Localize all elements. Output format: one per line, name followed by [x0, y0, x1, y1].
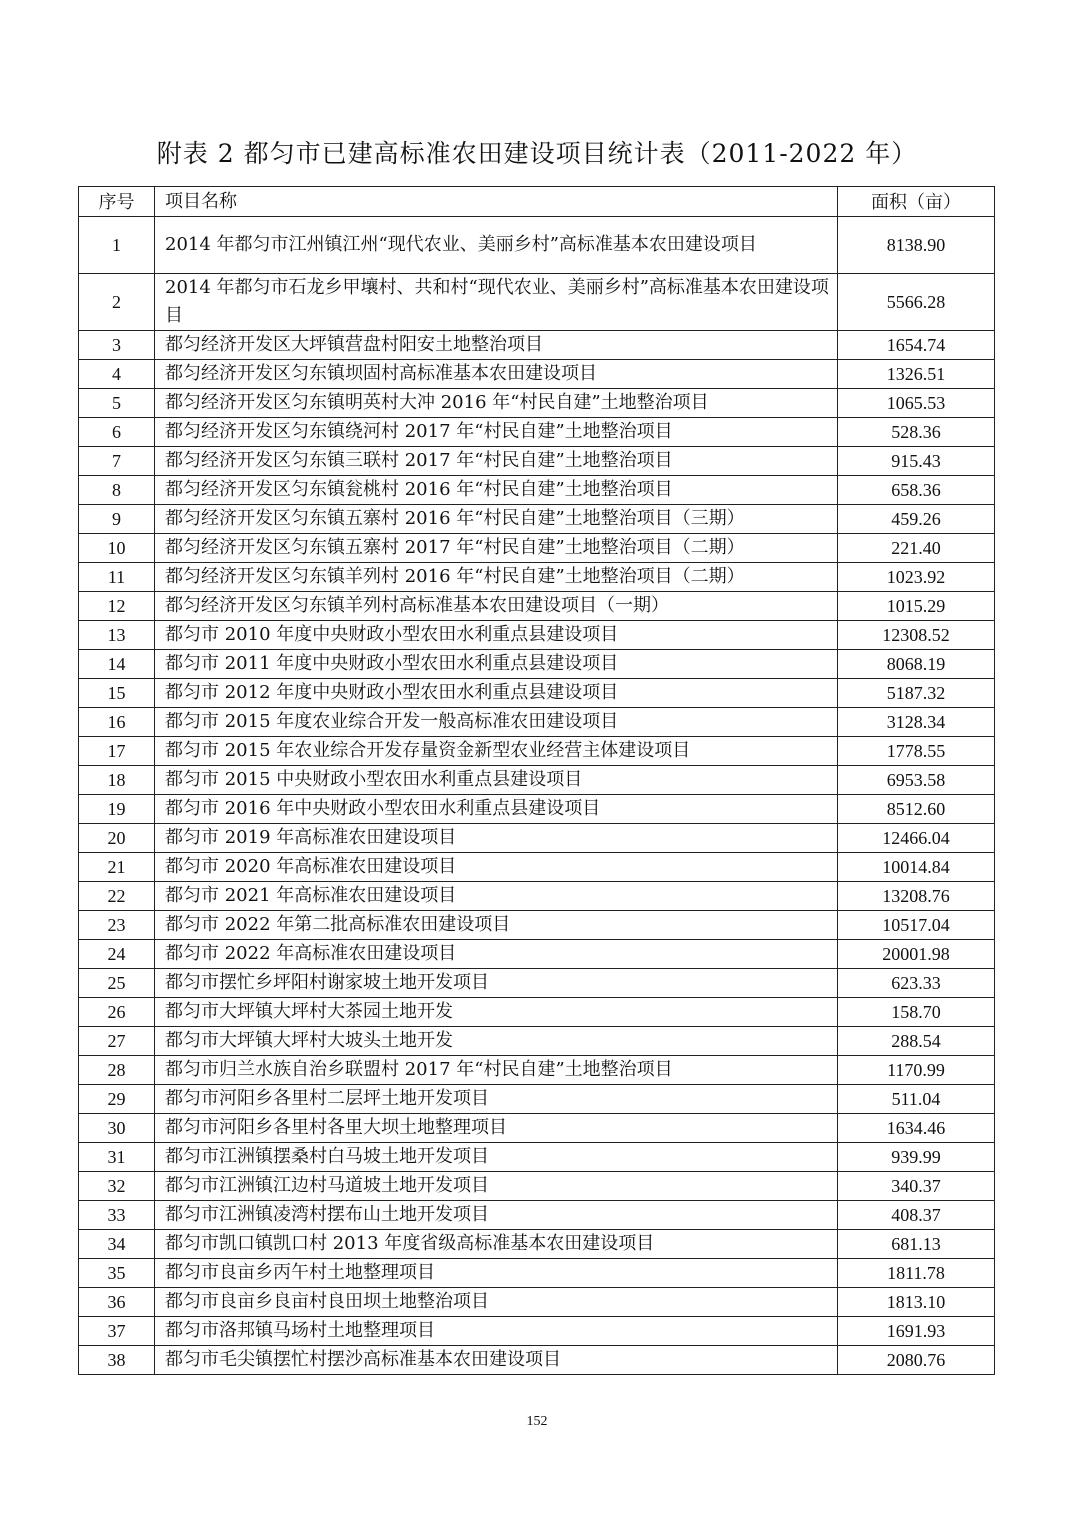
table-row [79, 1172, 995, 1201]
row-project-name: 都匀市 2021 年高标准农田建设项目 [155, 882, 838, 911]
table-row [79, 476, 995, 505]
row-area: 158.70 [838, 998, 995, 1027]
row-index: 27 [79, 1027, 155, 1056]
row-index: 16 [79, 708, 155, 737]
row-area: 1691.93 [838, 1317, 995, 1346]
row-project-name: 都匀市江洲镇凌湾村摆布山土地开发项目 [155, 1201, 838, 1230]
row-project-name: 2014 年都匀市江州镇江州“现代农业、美丽乡村”高标准基本农田建设项目 [155, 217, 838, 274]
row-project-name: 都匀市良亩乡良亩村良田坝土地整治项目 [155, 1288, 838, 1317]
table-row [79, 331, 995, 360]
table-row [79, 505, 995, 534]
table-row [79, 563, 995, 592]
row-project-name: 都匀市 2022 年高标准农田建设项目 [155, 940, 838, 969]
row-index: 22 [79, 882, 155, 911]
row-index: 2 [79, 274, 155, 331]
table-row [79, 650, 995, 679]
row-area: 3128.34 [838, 708, 995, 737]
row-project-name: 都匀市 2015 中央财政小型农田水利重点县建设项目 [155, 766, 838, 795]
row-project-name: 都匀市 2016 年中央财政小型农田水利重点县建设项目 [155, 795, 838, 824]
row-index: 4 [79, 360, 155, 389]
row-index: 5 [79, 389, 155, 418]
row-area: 340.37 [838, 1172, 995, 1201]
table-row [79, 1085, 995, 1114]
table-row [79, 737, 995, 766]
row-project-name: 都匀市摆忙乡坪阳村谢家坡土地开发项目 [155, 969, 838, 998]
row-area: 1023.92 [838, 563, 995, 592]
row-project-name: 都匀经济开发区匀东镇羊列村高标准基本农田建设项目（一期） [155, 592, 838, 621]
row-area: 288.54 [838, 1027, 995, 1056]
row-area: 8138.90 [838, 217, 995, 274]
row-index: 31 [79, 1143, 155, 1172]
table-row [79, 940, 995, 969]
row-index: 20 [79, 824, 155, 853]
row-area: 1065.53 [838, 389, 995, 418]
row-area: 408.37 [838, 1201, 995, 1230]
row-index: 7 [79, 447, 155, 476]
row-index: 13 [79, 621, 155, 650]
header-index: 序号 [79, 187, 155, 217]
row-area: 13208.76 [838, 882, 995, 911]
row-index: 37 [79, 1317, 155, 1346]
row-area: 459.26 [838, 505, 995, 534]
row-index: 30 [79, 1114, 155, 1143]
row-area: 939.99 [838, 1143, 995, 1172]
table-row [79, 534, 995, 563]
row-index: 3 [79, 331, 155, 360]
row-area: 1811.78 [838, 1259, 995, 1288]
row-index: 38 [79, 1346, 155, 1375]
row-area: 1654.74 [838, 331, 995, 360]
row-area: 10517.04 [838, 911, 995, 940]
row-project-name: 都匀市凯口镇凯口村 2013 年度省级高标准基本农田建设项目 [155, 1230, 838, 1259]
page-number: 152 [526, 1414, 548, 1429]
row-area: 221.40 [838, 534, 995, 563]
table-row [79, 911, 995, 940]
row-area: 1778.55 [838, 737, 995, 766]
row-area: 915.43 [838, 447, 995, 476]
row-area: 8068.19 [838, 650, 995, 679]
row-project-name: 都匀经济开发区匀东镇五寨村 2017 年“村民自建”土地整治项目（二期） [155, 534, 838, 563]
row-project-name: 都匀市 2015 年度农业综合开发一般高标准农田建设项目 [155, 708, 838, 737]
row-index: 21 [79, 853, 155, 882]
row-project-name: 都匀市 2019 年高标准农田建设项目 [155, 824, 838, 853]
row-index: 1 [79, 217, 155, 274]
row-index: 18 [79, 766, 155, 795]
row-area: 1634.46 [838, 1114, 995, 1143]
row-project-name: 都匀市 2011 年度中央财政小型农田水利重点县建设项目 [155, 650, 838, 679]
table-row [79, 418, 995, 447]
row-area: 2080.76 [838, 1346, 995, 1375]
row-project-name: 都匀市毛尖镇摆忙村摆沙高标准基本农田建设项目 [155, 1346, 838, 1375]
row-index: 23 [79, 911, 155, 940]
row-project-name: 都匀市大坪镇大坪村大坡头土地开发 [155, 1027, 838, 1056]
header-name: 项目名称 [155, 187, 838, 217]
row-project-name: 都匀经济开发区匀东镇羊列村 2016 年“村民自建”土地整治项目（二期） [155, 563, 838, 592]
project-table [78, 186, 995, 1375]
row-project-name: 都匀市 2020 年高标准农田建设项目 [155, 853, 838, 882]
row-index: 35 [79, 1259, 155, 1288]
row-index: 14 [79, 650, 155, 679]
row-index: 19 [79, 795, 155, 824]
row-project-name: 都匀市归兰水族自治乡联盟村 2017 年“村民自建”土地整治项目 [155, 1056, 838, 1085]
row-project-name: 都匀市大坪镇大坪村大茶园土地开发 [155, 998, 838, 1027]
row-project-name: 都匀经济开发区匀东镇坝固村高标准基本农田建设项目 [155, 360, 838, 389]
row-index: 6 [79, 418, 155, 447]
table-row [79, 998, 995, 1027]
row-project-name: 都匀市江洲镇摆桑村白马坡土地开发项目 [155, 1143, 838, 1172]
table-row [79, 882, 995, 911]
row-index: 29 [79, 1085, 155, 1114]
row-project-name: 都匀市良亩乡丙午村土地整理项目 [155, 1259, 838, 1288]
row-project-name: 都匀市洛邦镇马场村土地整理项目 [155, 1317, 838, 1346]
row-index: 12 [79, 592, 155, 621]
table-row [79, 1143, 995, 1172]
table-row [79, 217, 995, 274]
table-row [79, 795, 995, 824]
row-project-name: 都匀市 2012 年度中央财政小型农田水利重点县建设项目 [155, 679, 838, 708]
table-row [79, 621, 995, 650]
row-project-name: 都匀经济开发区匀东镇瓮桃村 2016 年“村民自建”土地整治项目 [155, 476, 838, 505]
row-index: 17 [79, 737, 155, 766]
row-area: 1326.51 [838, 360, 995, 389]
row-index: 8 [79, 476, 155, 505]
page-title: 附表 2 都匀市已建高标准农田建设项目统计表（2011-2022 年） [156, 139, 918, 168]
table-row [79, 679, 995, 708]
row-area: 528.36 [838, 418, 995, 447]
row-area: 5187.32 [838, 679, 995, 708]
table-row [79, 1201, 995, 1230]
row-area: 623.33 [838, 969, 995, 998]
row-area: 20001.98 [838, 940, 995, 969]
row-index: 10 [79, 534, 155, 563]
row-area: 1170.99 [838, 1056, 995, 1085]
row-project-name: 都匀经济开发区匀东镇五寨村 2016 年“村民自建”土地整治项目（三期） [155, 505, 838, 534]
row-area: 5566.28 [838, 274, 995, 331]
header-area: 面积（亩） [838, 187, 995, 217]
table-row [79, 1230, 995, 1259]
row-index: 34 [79, 1230, 155, 1259]
table-row [79, 824, 995, 853]
row-area: 658.36 [838, 476, 995, 505]
row-project-name: 都匀经济开发区大坪镇营盘村阳安土地整治项目 [155, 331, 838, 360]
row-area: 1015.29 [838, 592, 995, 621]
row-index: 15 [79, 679, 155, 708]
row-project-name: 都匀市江洲镇江边村马道坡土地开发项目 [155, 1172, 838, 1201]
row-project-name: 都匀经济开发区匀东镇三联村 2017 年“村民自建”土地整治项目 [155, 447, 838, 476]
row-project-name: 都匀市河阳乡各里村二层坪土地开发项目 [155, 1085, 838, 1114]
table-row [79, 1027, 995, 1056]
row-project-name: 都匀经济开发区匀东镇绕河村 2017 年“村民自建”土地整治项目 [155, 418, 838, 447]
row-index: 36 [79, 1288, 155, 1317]
table-header-row [79, 187, 995, 217]
row-area: 10014.84 [838, 853, 995, 882]
row-index: 11 [79, 563, 155, 592]
table-row [79, 1259, 995, 1288]
row-index: 32 [79, 1172, 155, 1201]
row-index: 25 [79, 969, 155, 998]
row-area: 511.04 [838, 1085, 995, 1114]
row-project-name: 都匀市 2015 年农业综合开发存量资金新型农业经营主体建设项目 [155, 737, 838, 766]
table-row [79, 360, 995, 389]
row-project-name: 都匀市 2022 年第二批高标准农田建设项目 [155, 911, 838, 940]
table-row [79, 592, 995, 621]
row-area: 12466.04 [838, 824, 995, 853]
row-area: 12308.52 [838, 621, 995, 650]
row-index: 26 [79, 998, 155, 1027]
row-project-name: 都匀市 2010 年度中央财政小型农田水利重点县建设项目 [155, 621, 838, 650]
row-index: 9 [79, 505, 155, 534]
row-index: 28 [79, 1056, 155, 1085]
table-row [79, 1288, 995, 1317]
table-row [79, 1317, 995, 1346]
table-row [79, 274, 995, 331]
table-row [79, 969, 995, 998]
row-area: 681.13 [838, 1230, 995, 1259]
row-project-name: 2014 年都匀市石龙乡甲壤村、共和村“现代农业、美丽乡村”高标准基本农田建设项目 [155, 274, 838, 331]
table-row [79, 708, 995, 737]
row-index: 33 [79, 1201, 155, 1230]
row-project-name: 都匀市河阳乡各里村各里大坝土地整理项目 [155, 1114, 838, 1143]
table-row [79, 447, 995, 476]
table-row [79, 389, 995, 418]
row-project-name: 都匀经济开发区匀东镇明英村大冲 2016 年“村民自建”土地整治项目 [155, 389, 838, 418]
row-area: 8512.60 [838, 795, 995, 824]
table-row [79, 1056, 995, 1085]
table-row [79, 1114, 995, 1143]
table-row [79, 853, 995, 882]
table-row [79, 1346, 995, 1375]
row-index: 24 [79, 940, 155, 969]
row-area: 1813.10 [838, 1288, 995, 1317]
table-row [79, 766, 995, 795]
row-area: 6953.58 [838, 766, 995, 795]
